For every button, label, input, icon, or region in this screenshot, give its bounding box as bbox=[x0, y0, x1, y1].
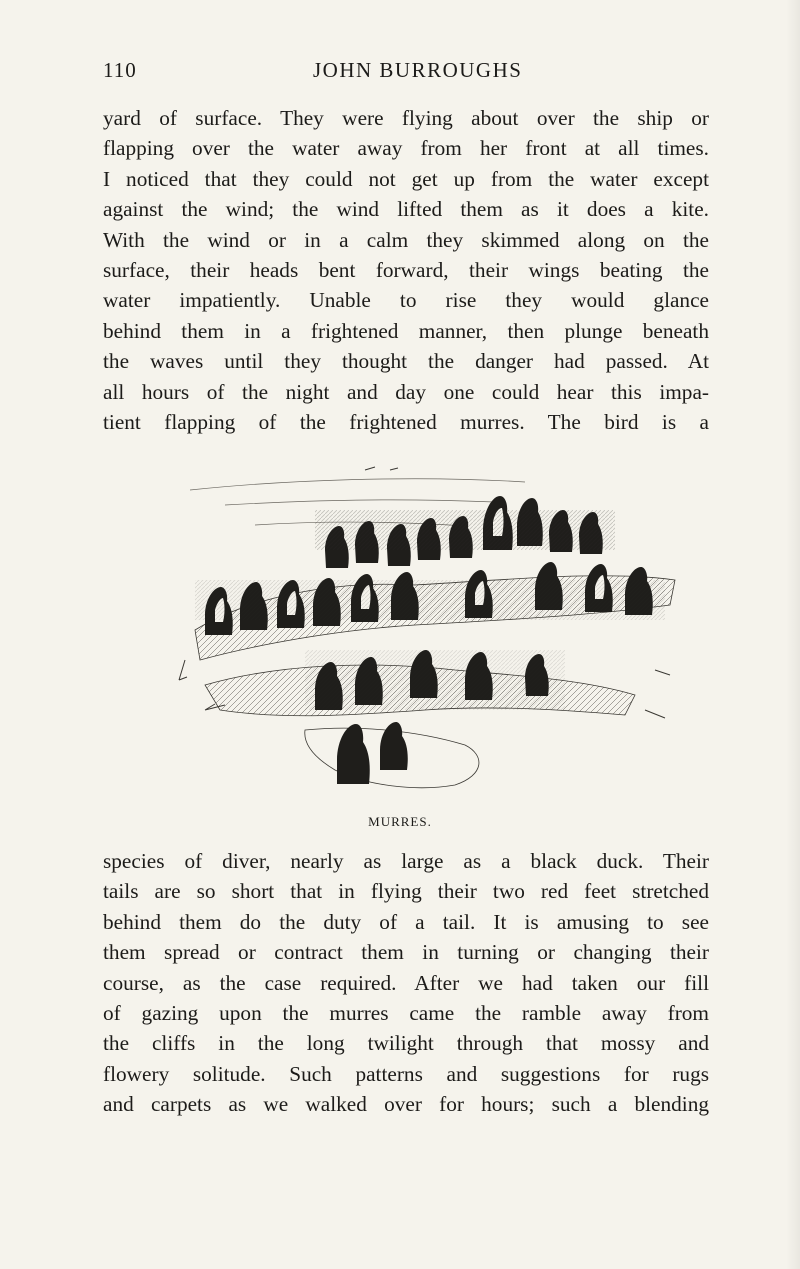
running-title: JOHN BURROUGHS bbox=[313, 58, 523, 82]
text-line: the waves until they thought the danger had passed. At bbox=[103, 349, 709, 374]
text-line: course, as the case required. After we had taken our fill bbox=[103, 970, 709, 995]
text-line: tient flapping of the frightened murres. The bird is a bbox=[103, 410, 709, 435]
text-line: behind them in a frightened manner, then plunge beneath bbox=[103, 318, 709, 343]
text-line: of gazing upon the murres came the ramble away from bbox=[103, 1001, 709, 1026]
page-edge-shadow bbox=[786, 0, 800, 1269]
text-line: the cliffs in the long twilight through that mossy and bbox=[103, 1031, 709, 1056]
text-line: With the wind or in a calm they skimmed along on the bbox=[103, 227, 709, 252]
text-line: I noticed that they could not get up from the water except bbox=[103, 166, 709, 191]
murres-illustration bbox=[165, 430, 685, 810]
running-head bbox=[103, 58, 709, 88]
text-line: species of diver, nearly as large as a black duck. Their bbox=[103, 849, 709, 873]
text-line: flowery solitude. Such patterns and suggestions for rugs bbox=[103, 1061, 709, 1086]
body-text-bottom bbox=[103, 846, 709, 1120]
text-line: behind them do the duty of a tail. It is amusing to see bbox=[103, 909, 709, 934]
figure-caption: MURRES. bbox=[368, 814, 432, 829]
text-line: water impatiently. Unable to rise they would glance bbox=[103, 288, 709, 313]
text-line: tails are so short that in flying their two red feet stretched bbox=[103, 879, 709, 904]
text-line: them spread or contract them in turning or changing their bbox=[103, 940, 709, 965]
text-line: against the wind; the wind lifted them as it does a kite. bbox=[103, 197, 709, 222]
text-line: all hours of the night and day one could hear this impa- bbox=[103, 379, 709, 404]
body-text-top bbox=[103, 103, 709, 437]
text-line: and carpets as we walked over for hours; such a blending bbox=[103, 1092, 709, 1117]
text-line: flapping over the water away from her front at all times. bbox=[103, 136, 709, 161]
text-line: yard of surface. They were flying about over the ship or bbox=[103, 106, 709, 130]
text-line: surface, their heads bent forward, their wings beating the bbox=[103, 258, 709, 283]
page-number: 110 bbox=[103, 58, 137, 82]
